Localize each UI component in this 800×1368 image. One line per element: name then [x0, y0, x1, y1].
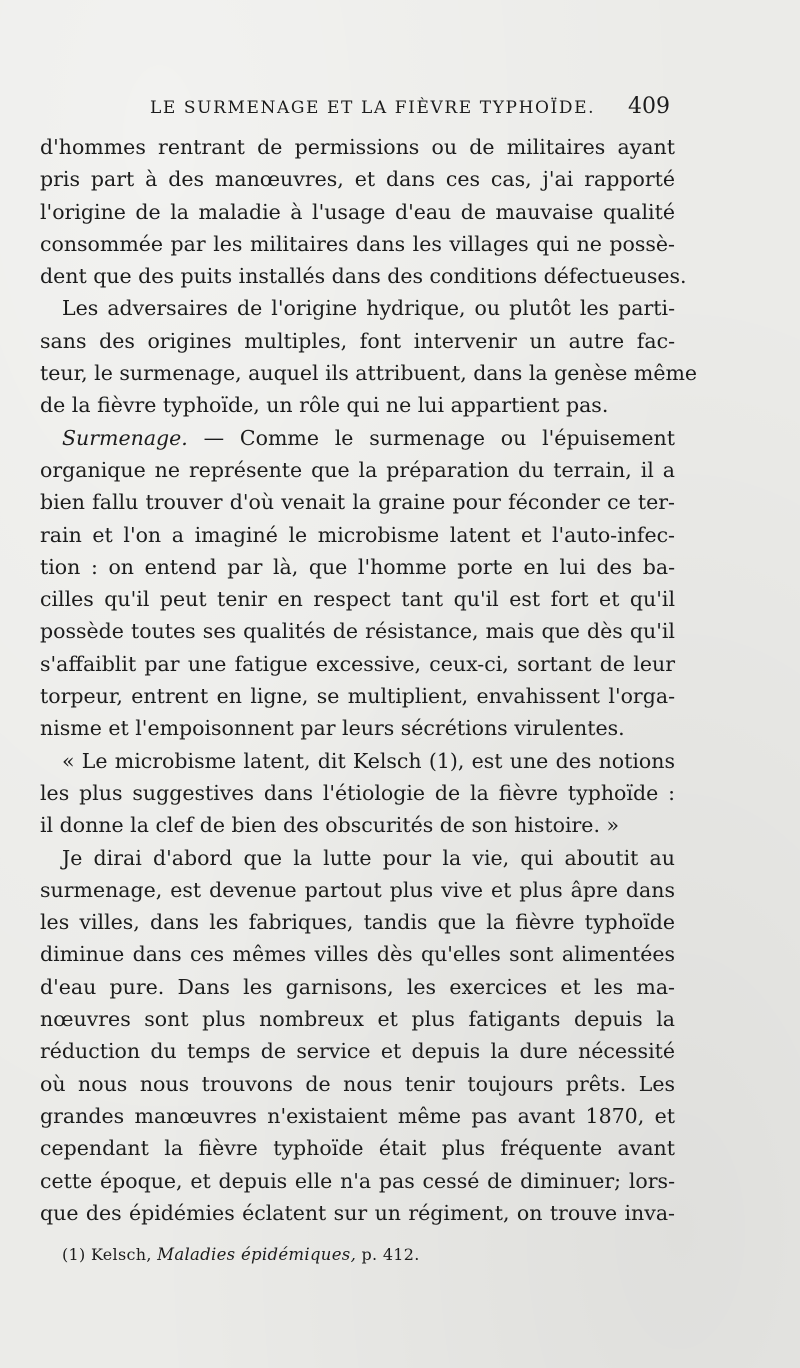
text-line: dent que des puits installés dans des conditions défectueuses. [40, 264, 687, 289]
text-line: teur, le surmenage, auquel ils attribuent, dans la genèse même [40, 361, 698, 386]
text-line: rain et l'on a imaginé le microbisme latent et l'auto-infec- [40, 522, 675, 547]
text-line-rest: — Comme le surmenage ou l'épuisement [203, 425, 675, 450]
text-line: cette époque, et depuis elle n'a pas cessé de diminuer; lors- [40, 1168, 675, 1193]
body-text [40, 131, 698, 1229]
footnote [62, 1245, 420, 1264]
page-number: 409 [628, 94, 670, 119]
text-line: cependant la fièvre typhoïde était plus fréquente avant [40, 1136, 675, 1161]
text-line: diminue dans ces mêmes villes dès qu'elles sont alimentées [40, 942, 675, 967]
text-line: les plus suggestives dans l'étiologie de la fièvre typhoïde : [40, 780, 675, 805]
footnote-title: Maladies épidémiques, [157, 1245, 357, 1264]
section-heading-surmenage: Surmenage. [62, 425, 188, 450]
footnote-prefix: (1) Kelsch, [62, 1245, 152, 1264]
running-title: LE SURMENAGE ET LA FIÈVRE TYPHOÏDE. [150, 98, 596, 118]
text-line: nœuvres sont plus nombreux et plus fatigants depuis la [40, 1007, 675, 1032]
text-line: Les adversaires de l'origine hydrique, ou plutôt les parti- [62, 296, 675, 321]
text-line: grandes manœuvres n'existaient même pas avant 1870, et [40, 1103, 675, 1128]
text-line: tion : on entend par là, que l'homme porte en lui des ba- [40, 554, 675, 579]
text-line: d'eau pure. Dans les garnisons, les exercices et les ma- [40, 974, 675, 999]
text-line: où nous nous trouvons de nous tenir toujours prêts. Les [40, 1071, 675, 1096]
text-line: les villes, dans les fabriques, tandis que la fièvre typhoïde [40, 910, 675, 935]
text-line: réduction du temps de service et depuis la dure nécessité [40, 1039, 675, 1064]
running-head [150, 96, 670, 122]
text-line: nisme et l'empoisonnent par leurs sécrétions virulentes. [40, 716, 625, 741]
text-line: surmenage, est devenue partout plus vive et plus âpre dans [40, 877, 675, 902]
text-line: pris part à des manœuvres, et dans ces cas, j'ai rapporté [40, 167, 675, 192]
text-line-with-heading [40, 422, 675, 454]
text-line: « Le microbisme latent, dit Kelsch (1), est une des notions [62, 748, 675, 773]
text-line: bien fallu trouver d'où venait la graine pour féconder ce ter- [40, 490, 675, 515]
text-line: organique ne représente que la préparation du terrain, il a [40, 457, 675, 482]
footnote-page: p. 412. [361, 1245, 420, 1264]
text-line: d'hommes rentrant de permissions ou de militaires ayant [40, 135, 675, 159]
text-line: possède toutes ses qualités de résistance, mais que dès qu'il [40, 619, 675, 644]
text-line: s'affaiblit par une fatigue excessive, ceux-ci, sortant de leur [40, 651, 675, 676]
text-line: torpeur, entrent en ligne, se multiplient, envahissent l'orga- [40, 684, 675, 709]
text-line: cilles qu'il peut tenir en respect tant qu'il est fort et qu'il [40, 587, 675, 612]
text-line: de la fièvre typhoïde, un rôle qui ne lui appartient pas. [40, 393, 609, 418]
text-line: consommée par les militaires dans les villages qui ne possè- [40, 231, 675, 256]
text-line: il donne la clef de bien des obscurités de son histoire. » [40, 813, 620, 838]
text-line: l'origine de la maladie à l'usage d'eau de mauvaise qualité [40, 199, 675, 224]
text-line: Je dirai d'abord que la lutte pour la vie, qui aboutit au [62, 845, 675, 870]
text-line: que des épidémies éclatent sur un régiment, on trouve inva- [40, 1200, 675, 1225]
text-line: sans des origines multiples, font intervenir un autre fac- [40, 328, 675, 353]
